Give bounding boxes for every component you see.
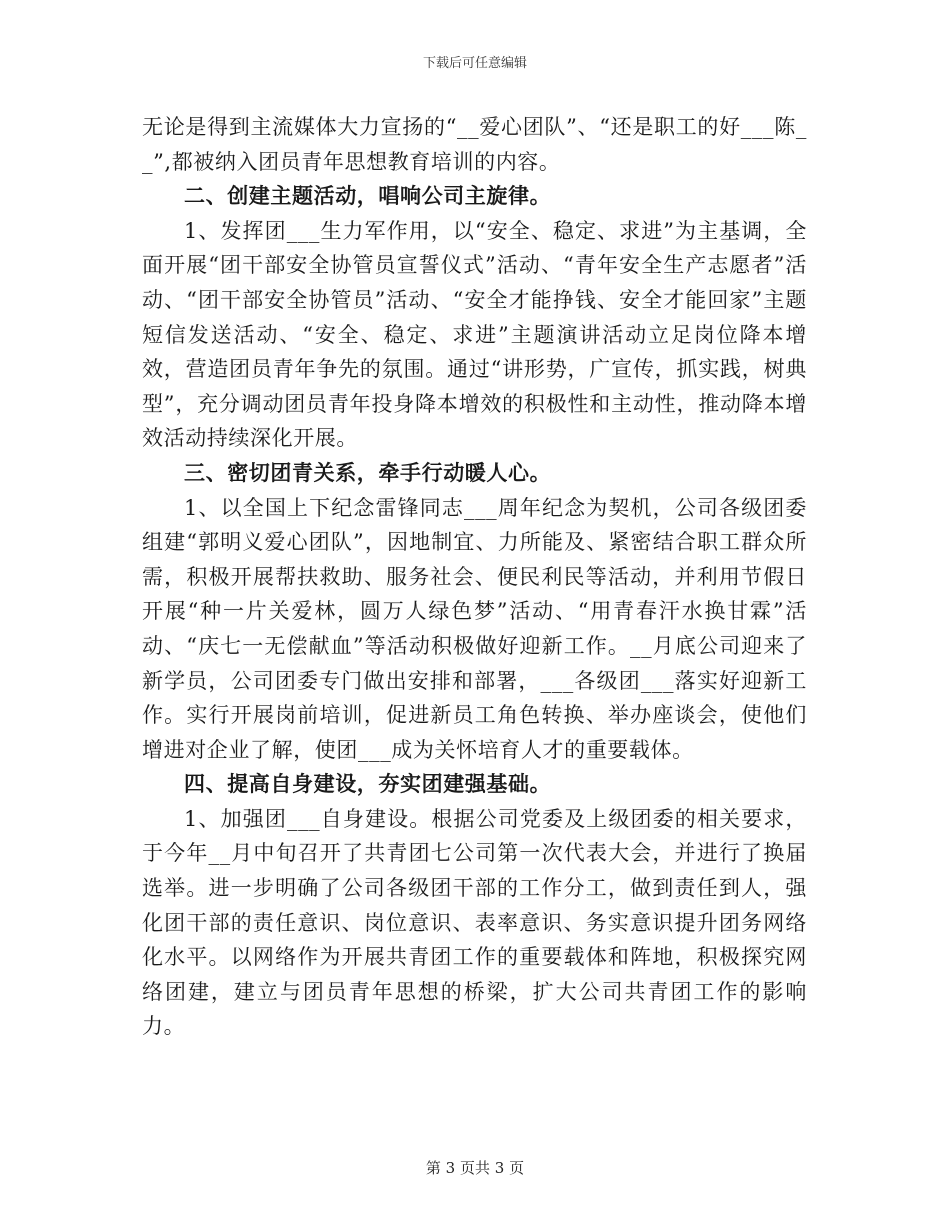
paragraph-section-4: 1、加强团___自身建设。根据公司党委及上级团委的相关要求，于今年__月中旬召开了共青团七公司第一次代表大会，并进行了换届选举。进一步明确了公司各级团干部的工作分工，做到责任到人，强化团干部的责任意识、岗位意识、表率意识、务实意识提升团务网络化水平。以网络作为开展共青团工作的重要载体和阵地，积极探究网络团建，建立与团员青年思想的桥梁，扩大公司共青团工作的影响力。 (142, 806, 807, 1039)
document-body (142, 110, 807, 1044)
section-heading-3: 三、密切团青关系，牵手行动暖人心。 (184, 459, 552, 485)
section-heading-2: 二、创建主题活动，唱响公司主旋律。 (184, 183, 552, 209)
paragraph-continuation: 无论是得到主流媒体大力宣扬的“__爱心团队”、“还是职工的好___陈__”,都被纳入团员青年思想教育培训的内容。 (142, 115, 807, 174)
page-footer: 第 3 页共 3 页 (425, 1159, 525, 1177)
paragraph-section-2: 1、发挥团___生力军作用，以“安全、稳定、求进”为主基调，全面开展“团干部安全协管员宣誓仪式”活动、“青年安全生产志愿者”活动、“团干部安全协管员”活动、“安全才能挣钱、安全才能回家”主题短信发送活动、“安全、稳定、求进”主题演讲活动立足岗位降本增效，营造团员青年争先的氛围。通过“讲形势，广宣传，抓实践，树典型”，充分调动团员青年投身降本增效的积极性和主动性，推动降本增效活动持续深化开展。 (142, 218, 807, 451)
page-header: 下载后可任意编辑 (422, 56, 527, 71)
paragraph-section-3: 1、以全国上下纪念雷锋同志___周年纪念为契机，公司各级团委组建“郭明义爱心团队”，因地制宜、力所能及、紧密结合职工群众所需，积极开展帮扶救助、服务社会、便民利民等活动，并利用节假日开展“种一片关爱林，圆万人绿色梦”活动、“用青春汗水换甘霖”活动、“庆七一无偿献血”等活动积极做好迎新工作。__月底公司迎来了新学员，公司团委专门做出安排和部署，___各级团___落实好迎新工作。实行开展岗前培训，促进新员工角色转换、举办座谈会，使他们增进对企业了解，使团___成为关怀培育人才的重要载体。 (142, 495, 807, 762)
section-heading-4: 四、提高自身建设，夯实团建强基础。 (184, 771, 552, 797)
